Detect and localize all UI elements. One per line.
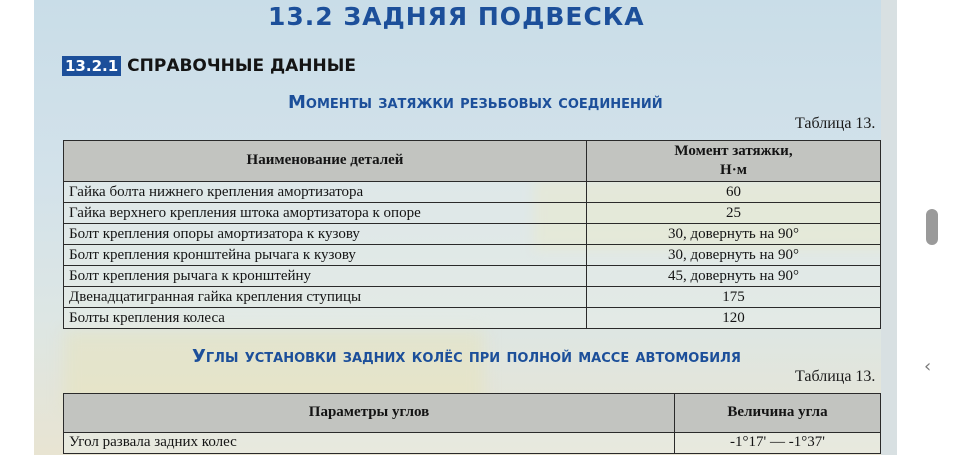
part-name: Болт крепления кронштейна рычага к кузову [64, 245, 587, 266]
column-header-name: Наименование деталей [64, 141, 587, 182]
table-heading-torques: Моменты затяжки резьбовых соединений [288, 92, 663, 113]
table-row [64, 245, 881, 266]
torque-value: 30, довернуть на 90° [587, 245, 881, 266]
table-label: Таблица 13. [795, 115, 876, 132]
table-row [64, 203, 881, 224]
table-header-row [64, 141, 881, 182]
chapter-title: 13.2 ЗАДНЯЯ ПОДВЕСКА [268, 2, 645, 31]
section-header [62, 55, 356, 77]
torque-value: 25 [587, 203, 881, 224]
table-row [64, 224, 881, 245]
section-title: СПРАВОЧНЫЕ ДАННЫЕ [127, 56, 356, 76]
part-name: Болты крепления колеса [64, 308, 587, 329]
chevron-left-icon[interactable]: ‹ [924, 356, 932, 377]
table-row [64, 182, 881, 203]
wheel-angles-table [63, 393, 881, 454]
column-header-value-line1: Момент затяжки, [674, 142, 793, 159]
torque-value: 60 [587, 182, 881, 203]
part-name: Двенадцатигранная гайка крепления ступицы [64, 287, 587, 308]
part-name: Гайка болта нижнего крепления амортизатора [64, 182, 587, 203]
column-header-parameter: Параметры углов [64, 394, 675, 433]
page-edge [881, 0, 897, 455]
table-header-row [64, 394, 881, 433]
table-row [64, 433, 881, 454]
torque-value: 175 [587, 287, 881, 308]
table-label: Таблица 13. [795, 368, 876, 385]
column-header-angle: Величина угла [675, 394, 881, 433]
torque-value: 30, довернуть на 90° [587, 224, 881, 245]
part-name: Гайка верхнего крепления штока амортизатора к опоре [64, 203, 587, 224]
table-row [64, 287, 881, 308]
part-name: Болт крепления рычага к кронштейну [64, 266, 587, 287]
table-heading-wheel-angles: Углы установки задних колёс при полной массе автомобиля [192, 346, 741, 367]
column-header-value-line2: Н·м [720, 162, 747, 178]
table-row [64, 266, 881, 287]
parameter-name: Угол развала задних колес [64, 433, 675, 454]
torque-value: 45, довернуть на 90° [587, 266, 881, 287]
angle-value: -1°17' — -1°37' [675, 433, 881, 454]
scrollbar-thumb[interactable] [926, 209, 938, 245]
section-number: 13.2.1 [62, 56, 121, 76]
part-name: Болт крепления опоры амортизатора к кузову [64, 224, 587, 245]
column-header-value [587, 141, 881, 182]
torque-value: 120 [587, 308, 881, 329]
table-row [64, 308, 881, 329]
torque-table [63, 140, 881, 329]
